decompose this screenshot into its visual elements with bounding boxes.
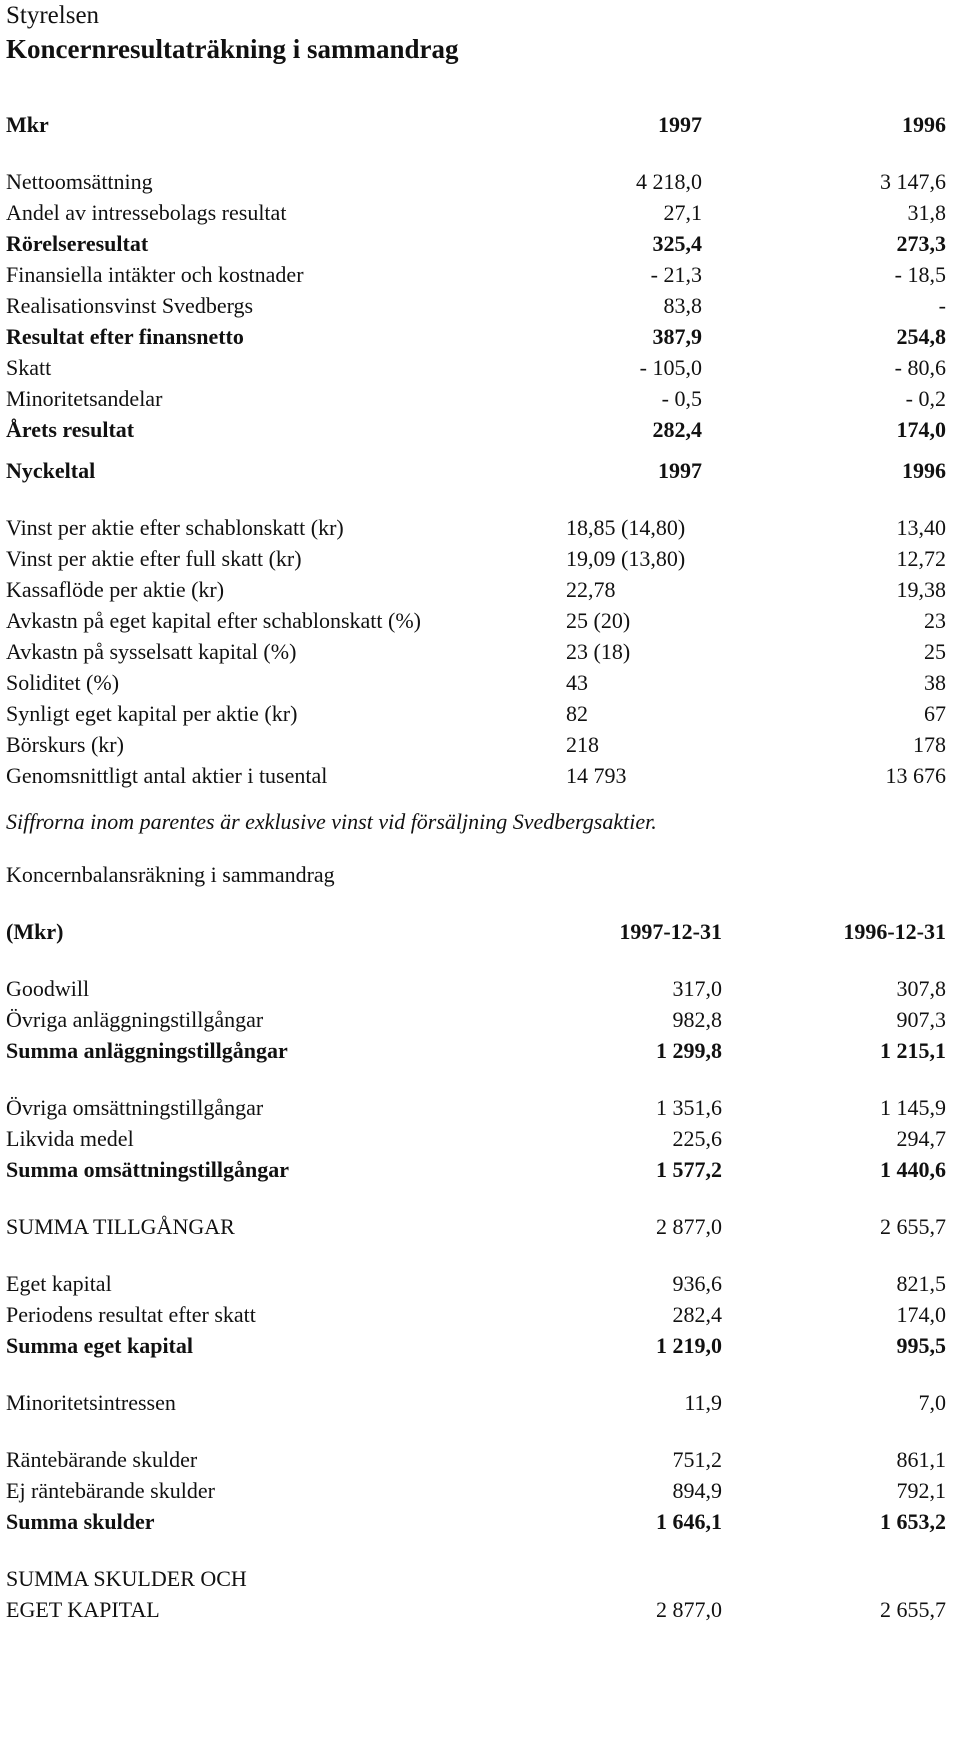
- table-row: [6, 698, 954, 729]
- row-label: Ej räntebärande skulder: [6, 1478, 215, 1503]
- row-value-2: 23: [924, 608, 946, 633]
- table-row: [6, 1211, 954, 1242]
- row-label: Goodwill: [6, 976, 90, 1001]
- row-value-1: 2 877,0: [656, 1214, 722, 1239]
- table-row: [6, 414, 954, 445]
- row-value-1: 325,4: [652, 231, 702, 256]
- row-label: Årets resultat: [6, 417, 135, 442]
- page-title: Koncernresultaträkning i sammandrag: [6, 34, 459, 64]
- income-col-label: Mkr: [6, 112, 49, 137]
- table-row: [6, 1123, 954, 1154]
- table-row: [6, 1299, 954, 1330]
- table-row: [6, 1444, 954, 1475]
- balance-table: [6, 973, 954, 1537]
- income-year-2: 1996: [902, 112, 946, 137]
- row-label: Minoritetsandelar: [6, 386, 163, 411]
- keyratios-header-row: [6, 455, 954, 486]
- row-value-2: 294,7: [896, 1126, 946, 1151]
- table-row: [6, 1268, 954, 1299]
- row-value-1: 1 219,0: [656, 1333, 722, 1358]
- row-value-2: 7,0: [918, 1390, 946, 1415]
- row-value-1: 218: [566, 732, 599, 757]
- row-value-2: 307,8: [896, 976, 946, 1001]
- row-value-1: 936,6: [672, 1271, 722, 1296]
- row-label: Periodens resultat efter skatt: [6, 1302, 256, 1327]
- balance-total-label-2: EGET KAPITAL: [6, 1597, 160, 1622]
- row-value-2: 178: [913, 732, 946, 757]
- keyratios-table: [6, 512, 954, 791]
- keyratios-year-2: 1996: [902, 458, 946, 483]
- table-row: [6, 290, 954, 321]
- row-value-2: - 0,2: [905, 386, 946, 411]
- balance-title: Koncernbalansräkning i sammandrag: [6, 862, 335, 887]
- table-row: [6, 352, 954, 383]
- row-value-2: 1 215,1: [880, 1038, 946, 1063]
- row-value-1: 14 793: [566, 763, 627, 788]
- row-value-2: 907,3: [896, 1007, 946, 1032]
- row-label: Summa eget kapital: [6, 1333, 193, 1358]
- balance-date-1: 1997-12-31: [619, 919, 722, 944]
- keyratios-year-1: 1997: [658, 458, 702, 483]
- row-value-2: 273,3: [896, 231, 946, 256]
- row-value-2: 1 440,6: [880, 1157, 946, 1182]
- row-label: Kassaflöde per aktie (kr): [6, 577, 225, 602]
- table-row: [6, 197, 954, 228]
- row-value-1: 1 646,1: [656, 1509, 722, 1534]
- row-label: Minoritetsintressen: [6, 1390, 176, 1415]
- row-label: Genomsnittligt antal aktier i tusental: [6, 763, 328, 788]
- row-label: Skatt: [6, 355, 52, 380]
- row-value-2: 1 653,2: [880, 1509, 946, 1534]
- row-value-1: 23 (18): [566, 639, 631, 664]
- row-value-2: 13 676: [885, 763, 946, 788]
- row-value-1: 82: [566, 701, 588, 726]
- row-value-1: 1 577,2: [656, 1157, 722, 1182]
- row-label: Räntebärande skulder: [6, 1447, 198, 1472]
- row-value-2: - 18,5: [894, 262, 946, 287]
- row-value-2: 995,5: [896, 1333, 946, 1358]
- income-year-1: 1997: [658, 112, 702, 137]
- row-label: Avkastn på eget kapital efter schablonskatt (%): [6, 608, 421, 633]
- row-value-1: 22,78: [566, 577, 616, 602]
- table-row: [6, 543, 954, 574]
- row-value-1: 83,8: [663, 293, 702, 318]
- balance-date-2: 1996-12-31: [843, 919, 946, 944]
- row-value-1: 317,0: [672, 976, 722, 1001]
- row-label: Summa skulder: [6, 1509, 155, 1534]
- row-label: Likvida medel: [6, 1126, 134, 1151]
- row-label: Summa anläggningstillgångar: [6, 1038, 288, 1063]
- row-label: Realisationsvinst Svedbergs: [6, 293, 254, 318]
- row-value-2: 38: [924, 670, 946, 695]
- row-label: Andel av intressebolags resultat: [6, 200, 287, 225]
- row-value-2: 792,1: [896, 1478, 946, 1503]
- balance-total-v2: 2 655,7: [880, 1597, 946, 1622]
- table-row: [6, 605, 954, 636]
- row-value-1: 25 (20): [566, 608, 631, 633]
- table-row: [6, 1004, 954, 1035]
- balance-header-row: [6, 916, 954, 947]
- table-row: [6, 1506, 954, 1537]
- row-label: Nettoomsättning: [6, 169, 153, 194]
- row-value-1: - 0,5: [661, 386, 702, 411]
- row-value-2: 821,5: [896, 1271, 946, 1296]
- row-value-2: 31,8: [907, 200, 946, 225]
- balance-total-v1: 2 877,0: [656, 1597, 722, 1622]
- balance-total-row: [6, 1594, 954, 1625]
- row-value-1: 982,8: [672, 1007, 722, 1032]
- row-value-2: 2 655,7: [880, 1214, 946, 1239]
- row-label: Rörelseresultat: [6, 231, 149, 256]
- row-value-2: 174,0: [896, 417, 946, 442]
- row-label: Övriga omsättningstillgångar: [6, 1095, 264, 1120]
- row-value-2: 254,8: [896, 324, 946, 349]
- balance-total-line1: [6, 1563, 954, 1594]
- row-value-2: 861,1: [896, 1447, 946, 1472]
- row-value-1: - 21,3: [650, 262, 702, 287]
- row-label: Soliditet (%): [6, 670, 120, 695]
- row-value-1: 225,6: [672, 1126, 722, 1151]
- row-value-1: 19,09 (13,80): [566, 546, 686, 571]
- row-value-1: 282,4: [672, 1302, 722, 1327]
- row-value-2: 13,40: [896, 515, 946, 540]
- row-value-2: 12,72: [896, 546, 946, 571]
- row-value-1: 1 351,6: [656, 1095, 722, 1120]
- row-label: Avkastn på sysselsatt kapital (%): [6, 639, 297, 664]
- table-row: [6, 166, 954, 197]
- row-label: Finansiella intäkter och kostnader: [6, 262, 304, 287]
- balance-total-label-1: SUMMA SKULDER OCH: [6, 1566, 247, 1591]
- row-value-2: 67: [924, 701, 946, 726]
- row-value-1: 282,4: [652, 417, 702, 442]
- table-row: [6, 228, 954, 259]
- table-row: [6, 667, 954, 698]
- table-row: [6, 973, 954, 1004]
- row-value-2: 174,0: [896, 1302, 946, 1327]
- row-value-1: 894,9: [672, 1478, 722, 1503]
- row-label: Summa omsättningstillgångar: [6, 1157, 289, 1182]
- keyratios-col-label: Nyckeltal: [6, 458, 96, 483]
- table-row: [6, 1387, 954, 1418]
- row-value-1: 18,85 (14,80): [566, 515, 686, 540]
- table-row: [6, 1154, 954, 1185]
- row-value-1: - 105,0: [639, 355, 702, 380]
- table-row: [6, 729, 954, 760]
- footnote: Siffrorna inom parentes är exklusive vinst vid försäljning Svedbergsaktier.: [6, 809, 657, 834]
- table-row: [6, 1475, 954, 1506]
- row-label: Resultat efter finansnetto: [6, 324, 244, 349]
- row-label: Vinst per aktie efter full skatt (kr): [6, 546, 302, 571]
- table-row: [6, 512, 954, 543]
- row-value-2: 3 147,6: [880, 169, 946, 194]
- table-row: [6, 760, 954, 791]
- row-label: Eget kapital: [6, 1271, 112, 1296]
- row-value-1: 11,9: [684, 1390, 722, 1415]
- row-value-1: 387,9: [652, 324, 702, 349]
- document-page: [6, 0, 954, 1625]
- table-row: [6, 1330, 954, 1361]
- table-row: [6, 1092, 954, 1123]
- row-value-2: 19,38: [896, 577, 946, 602]
- table-row: [6, 1035, 954, 1066]
- table-row: [6, 574, 954, 605]
- row-value-2: -: [938, 293, 946, 318]
- row-value-1: 751,2: [672, 1447, 722, 1472]
- row-value-1: 1 299,8: [656, 1038, 722, 1063]
- row-label: Vinst per aktie efter schablonskatt (kr): [6, 515, 344, 540]
- table-row: [6, 636, 954, 667]
- row-value-1: 27,1: [663, 200, 702, 225]
- row-label: Övriga anläggningstillgångar: [6, 1007, 264, 1032]
- section-label: Styrelsen: [6, 2, 100, 29]
- table-row: [6, 321, 954, 352]
- row-value-1: 4 218,0: [636, 169, 702, 194]
- row-value-1: 43: [566, 670, 588, 695]
- row-value-2: - 80,6: [894, 355, 946, 380]
- table-row: [6, 383, 954, 414]
- row-label: Börskurs (kr): [6, 732, 124, 757]
- balance-col-label: (Mkr): [6, 919, 64, 944]
- table-row: [6, 259, 954, 290]
- row-value-2: 25: [924, 639, 946, 664]
- income-table: [6, 166, 954, 445]
- row-value-2: 1 145,9: [880, 1095, 946, 1120]
- income-header-row: [6, 109, 954, 140]
- row-label: Synligt eget kapital per aktie (kr): [6, 701, 298, 726]
- row-label: SUMMA TILLGÅNGAR: [6, 1214, 235, 1239]
